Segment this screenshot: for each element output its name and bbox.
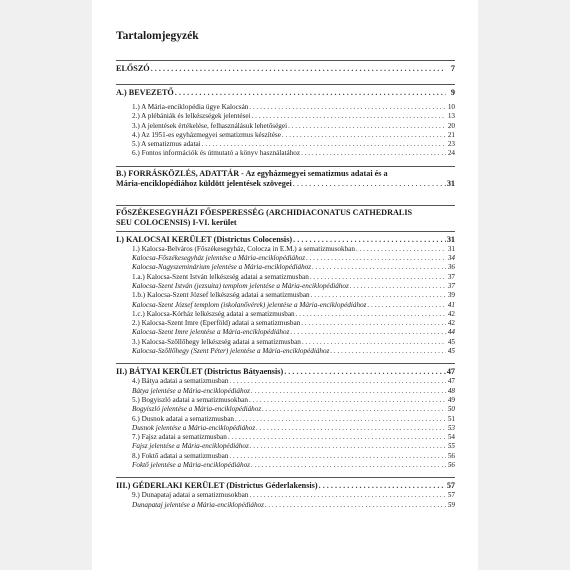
leader-dots bbox=[282, 131, 446, 140]
toc-entry-page: 53 bbox=[447, 423, 455, 432]
toc-entry-page: 41 bbox=[447, 300, 455, 309]
toc-entry[interactable] bbox=[116, 282, 455, 291]
leader-dots bbox=[330, 347, 446, 356]
leader-dots bbox=[301, 149, 446, 158]
leader-dots bbox=[356, 245, 446, 254]
toc-entry-page: 31 bbox=[446, 179, 455, 189]
toc-entry[interactable] bbox=[116, 396, 455, 405]
toc-entry-label: 1.c.) Kalocsa-Kórház lelkészség adatai a sematizmusban bbox=[132, 309, 295, 318]
toc-entry-label: 1.a.) Kalocsa-Szent István lelkészség adatai a sematizmusban bbox=[132, 272, 309, 281]
leader-dots bbox=[256, 424, 446, 433]
toc-entry-label: 4.) Az 1951-es egyházmegyei sematizmus készítése bbox=[132, 130, 281, 139]
section-heading-line1: FŐSZÉKESEGYHÁZI FŐESPERESSÉG (ARCHIDIACONATUS CATHEDRALIS bbox=[116, 207, 413, 217]
leader-dots bbox=[288, 122, 446, 131]
divider bbox=[116, 477, 455, 478]
toc-entry[interactable] bbox=[116, 377, 455, 386]
leader-dots bbox=[249, 396, 446, 405]
toc-entry-page: 31 bbox=[447, 244, 455, 253]
toc-entry-label: Kalocsa-Nagyszeminárium jelentése a Mária-enciklopédiához bbox=[132, 263, 312, 272]
toc-entry-page: 21 bbox=[447, 130, 455, 139]
toc-entry-bevezeto[interactable] bbox=[116, 87, 455, 98]
leader-dots bbox=[311, 291, 446, 300]
toc-entry-page: 47 bbox=[447, 377, 455, 386]
leader-dots bbox=[252, 112, 446, 121]
toc-entry[interactable] bbox=[116, 452, 455, 461]
toc-entry[interactable] bbox=[116, 319, 455, 328]
toc-entry-label: 1.) Kalocsa-Belváros (Főszékesegyház, Colocza in E.M.) a sematizmusokban bbox=[132, 244, 355, 253]
leader-dots bbox=[262, 405, 446, 414]
leader-dots bbox=[265, 501, 446, 510]
divider bbox=[116, 231, 455, 232]
toc-entry[interactable] bbox=[116, 442, 455, 451]
viewer-margin-left bbox=[0, 0, 92, 570]
toc-entry-page: 45 bbox=[447, 337, 455, 346]
toc-entry[interactable] bbox=[116, 131, 455, 140]
toc-entry-page: 10 bbox=[447, 103, 455, 111]
leader-dots bbox=[293, 179, 446, 190]
leader-dots bbox=[284, 366, 446, 377]
toc-entry-forraskozles[interactable] bbox=[116, 169, 455, 190]
bevezeto-list bbox=[116, 103, 455, 159]
toc-entry-label: Kalocsa-Főszékesegyház jelentése a Mária-enciklopédiához bbox=[132, 254, 306, 263]
leader-dots bbox=[293, 234, 446, 245]
toc-entry-label: 5.) Bogyiszló adatai a sematizmusokban bbox=[132, 395, 248, 404]
leader-dots bbox=[296, 310, 446, 319]
leader-dots bbox=[310, 273, 446, 282]
leader-dots bbox=[250, 442, 446, 451]
leader-dots bbox=[350, 282, 446, 291]
gederlaki-list bbox=[116, 491, 455, 510]
toc-entry-label: Kalocsa-Szent József templom (iskolanővérek) jelentése a Mária-enciklopédiához bbox=[132, 300, 367, 309]
leader-dots bbox=[319, 480, 446, 491]
leader-dots bbox=[228, 433, 446, 442]
toc-entry-label: 1.b.) Kalocsa-Szent József lelkészség adatai a sematizmusban bbox=[132, 291, 310, 300]
leader-dots bbox=[229, 377, 446, 386]
toc-entry[interactable] bbox=[116, 347, 455, 356]
divider bbox=[116, 60, 455, 61]
toc-entry[interactable] bbox=[116, 149, 455, 158]
toc-entry[interactable] bbox=[116, 254, 455, 263]
leader-dots bbox=[151, 63, 446, 74]
leader-dots bbox=[312, 263, 446, 272]
toc-entry-label: Bátya jelentése a Mária-enciklopédiához bbox=[132, 386, 250, 395]
toc-entry-label: ELŐSZÓ bbox=[116, 64, 150, 73]
toc-entry-page: 31 bbox=[446, 234, 455, 244]
toc-entry-label: Dunapataj jelentése a Mária-enciklopédiához bbox=[132, 500, 264, 509]
document-page bbox=[92, 0, 478, 570]
divider bbox=[116, 166, 455, 167]
leader-dots bbox=[301, 319, 446, 328]
toc-entry-kalocsai-kerulet[interactable] bbox=[116, 234, 455, 245]
toc-entry-page: 56 bbox=[447, 451, 455, 460]
toc-entry-page: 50 bbox=[447, 405, 455, 414]
toc-entry-page: 51 bbox=[447, 414, 455, 423]
leader-dots bbox=[290, 328, 446, 337]
leader-dots bbox=[302, 338, 446, 347]
toc-entry-label: Kalocsa-Szent István (jezsuita) templom jelentése a Mária-enciklopédiához bbox=[132, 281, 349, 290]
toc-entry-batyai-kerulet[interactable] bbox=[116, 366, 455, 377]
toc-entry[interactable] bbox=[116, 112, 455, 121]
toc-entry-page: 20 bbox=[447, 121, 455, 130]
toc-entry-label: Kalocsa-Szőllőhegy (Szent Péter) jelentése a Mária-enciklopédiához bbox=[132, 347, 330, 356]
toc-entry-label: 2.) A plébániák és lelkészségek jelentései bbox=[132, 112, 251, 121]
toc-entry-label: 6.) Fontos információk és útmutató a könyv használatához bbox=[132, 149, 301, 158]
page-title: Tartalomjegyzék bbox=[116, 30, 199, 42]
toc-entry-page: 47 bbox=[446, 367, 455, 377]
toc-entry-label: 8.) Foktő adatai a sematizmusban bbox=[132, 451, 229, 460]
toc-entry-page: 42 bbox=[447, 309, 455, 318]
toc-entry-label: 7.) Fajsz adatai a sematizmusban bbox=[132, 433, 227, 442]
toc-entry[interactable] bbox=[116, 245, 455, 254]
toc-entry[interactable] bbox=[116, 140, 455, 149]
leader-dots bbox=[229, 452, 446, 461]
toc-entry-page: 56 bbox=[447, 461, 455, 470]
divider bbox=[116, 84, 455, 85]
toc-entry[interactable] bbox=[116, 338, 455, 347]
toc-entry[interactable] bbox=[116, 328, 455, 337]
section-heading-line2: SEU COLOCENSIS) I-VI. kerület bbox=[116, 218, 237, 228]
toc-entry[interactable] bbox=[116, 501, 455, 510]
toc-entry-label: 6.) Dusnok adatai a sematizmusban bbox=[132, 414, 234, 423]
toc-entry[interactable] bbox=[116, 461, 455, 470]
toc-entry-label: Bogyiszló jelentése a Mária-enciklopédiához bbox=[132, 405, 262, 414]
toc-entry-gederlaki-kerulet[interactable] bbox=[116, 480, 455, 491]
toc-entry-label-line1: B.) FORRÁSKÖZLÉS, ADATTÁR - Az egyházmegyei sematizmus adatai és a bbox=[116, 168, 388, 178]
toc-entry-label: Fajsz jelentése a Mária-enciklopédiához bbox=[132, 442, 249, 451]
leader-dots bbox=[251, 461, 446, 470]
toc-entry-page: 57 bbox=[446, 481, 455, 491]
toc-entry[interactable] bbox=[116, 263, 455, 272]
leader-dots bbox=[202, 140, 446, 149]
toc-entry-page: 59 bbox=[447, 500, 455, 509]
toc-entry[interactable] bbox=[116, 415, 455, 424]
toc-entry-page: 34 bbox=[447, 254, 455, 263]
toc-entry[interactable] bbox=[116, 273, 455, 282]
toc-entry-page: 23 bbox=[447, 140, 455, 149]
toc-entry[interactable] bbox=[116, 291, 455, 300]
toc-entry-label: A.) BEVEZETŐ bbox=[116, 88, 174, 97]
toc-entry[interactable] bbox=[116, 433, 455, 442]
toc-entry-page: 13 bbox=[447, 112, 455, 121]
toc-entry-page: 7 bbox=[450, 64, 455, 73]
toc-entry-page: 49 bbox=[447, 395, 455, 404]
toc-entry-label: I.) KALOCSAI KERÜLET (Districtus Colocensis) bbox=[116, 234, 293, 244]
divider bbox=[116, 205, 455, 206]
toc-entry[interactable] bbox=[116, 387, 455, 396]
toc-entry-page: 57 bbox=[447, 491, 455, 500]
toc-entry-label: Foktő jelentése a Mária-enciklopédiához bbox=[132, 461, 250, 470]
toc-entry-page: 42 bbox=[447, 319, 455, 328]
toc-entry-page: 36 bbox=[447, 263, 455, 272]
toc-entry-label: Dusnok jelentése a Mária-enciklopédiához bbox=[132, 423, 256, 432]
divider bbox=[116, 363, 455, 364]
toc-entry-label-line2: Mária-enciklopédiához küldött jelentések szövegei bbox=[116, 179, 292, 189]
toc-entry[interactable] bbox=[116, 491, 455, 500]
toc-entry-page: 24 bbox=[447, 149, 455, 158]
leader-dots bbox=[251, 387, 446, 396]
toc-entry-page: 48 bbox=[447, 386, 455, 395]
toc-entry[interactable] bbox=[116, 405, 455, 414]
toc-entry-page: 37 bbox=[447, 281, 455, 290]
leader-dots bbox=[367, 301, 446, 310]
kalocsai-list bbox=[116, 245, 455, 357]
toc-entry[interactable] bbox=[116, 310, 455, 319]
toc-entry[interactable] bbox=[116, 103, 455, 112]
toc-entry-page: 37 bbox=[447, 272, 455, 281]
toc-entry-page: 44 bbox=[447, 328, 455, 337]
toc-entry-label: 2.) Kalocsa-Szent Imre (Eperföld) adatai a sematizmusban bbox=[132, 319, 301, 328]
leader-dots bbox=[235, 415, 446, 424]
leader-dots bbox=[306, 254, 446, 263]
toc-entry-page: 45 bbox=[447, 347, 455, 356]
toc-content bbox=[116, 30, 455, 510]
toc-entry-label: 1.) A Mária-enciklopédia ügye Kalocsán bbox=[132, 103, 249, 111]
leader-dots bbox=[175, 87, 446, 98]
toc-entry-page: 9 bbox=[450, 88, 455, 97]
toc-entry[interactable] bbox=[116, 301, 455, 310]
toc-entry[interactable] bbox=[116, 122, 455, 131]
toc-entry-page: 55 bbox=[447, 442, 455, 451]
toc-entry-label: 3.) A jelentések értékelése, felhasználásuk lehetőségei bbox=[132, 121, 288, 130]
viewer-margin-right bbox=[478, 0, 570, 570]
toc-entry-label: II.) BÁTYAI KERÜLET (Districtus Bátyaensis) bbox=[116, 367, 284, 377]
toc-entry-label: III.) GÉDERLAKI KERÜLET (Districtus Géderlakensis) bbox=[116, 481, 318, 491]
batyai-list bbox=[116, 377, 455, 470]
toc-entry-page: 39 bbox=[447, 291, 455, 300]
toc-entry-eloszo[interactable] bbox=[116, 63, 455, 74]
toc-entry-label: 4.) Bátya adatai a sematizmusban bbox=[132, 377, 229, 386]
toc-entry-label: 9.) Dunapataj adatai a sematizmusokban bbox=[132, 491, 249, 500]
leader-dots bbox=[249, 491, 446, 500]
leader-dots bbox=[249, 103, 446, 112]
toc-entry-label: Kalocsa-Szent Imre jelentése a Mária-enciklopédiához bbox=[132, 328, 290, 337]
section-heading-foszekesegyhazi bbox=[116, 208, 455, 229]
toc-entry-label: 3.) Kalocsa-Szőllőhegy lelkészség adatai a sematizmusban bbox=[132, 337, 301, 346]
toc-entry-page: 54 bbox=[447, 433, 455, 442]
toc-entry[interactable] bbox=[116, 424, 455, 433]
toc-entry-label: 5.) A sematizmus adatai bbox=[132, 140, 201, 149]
